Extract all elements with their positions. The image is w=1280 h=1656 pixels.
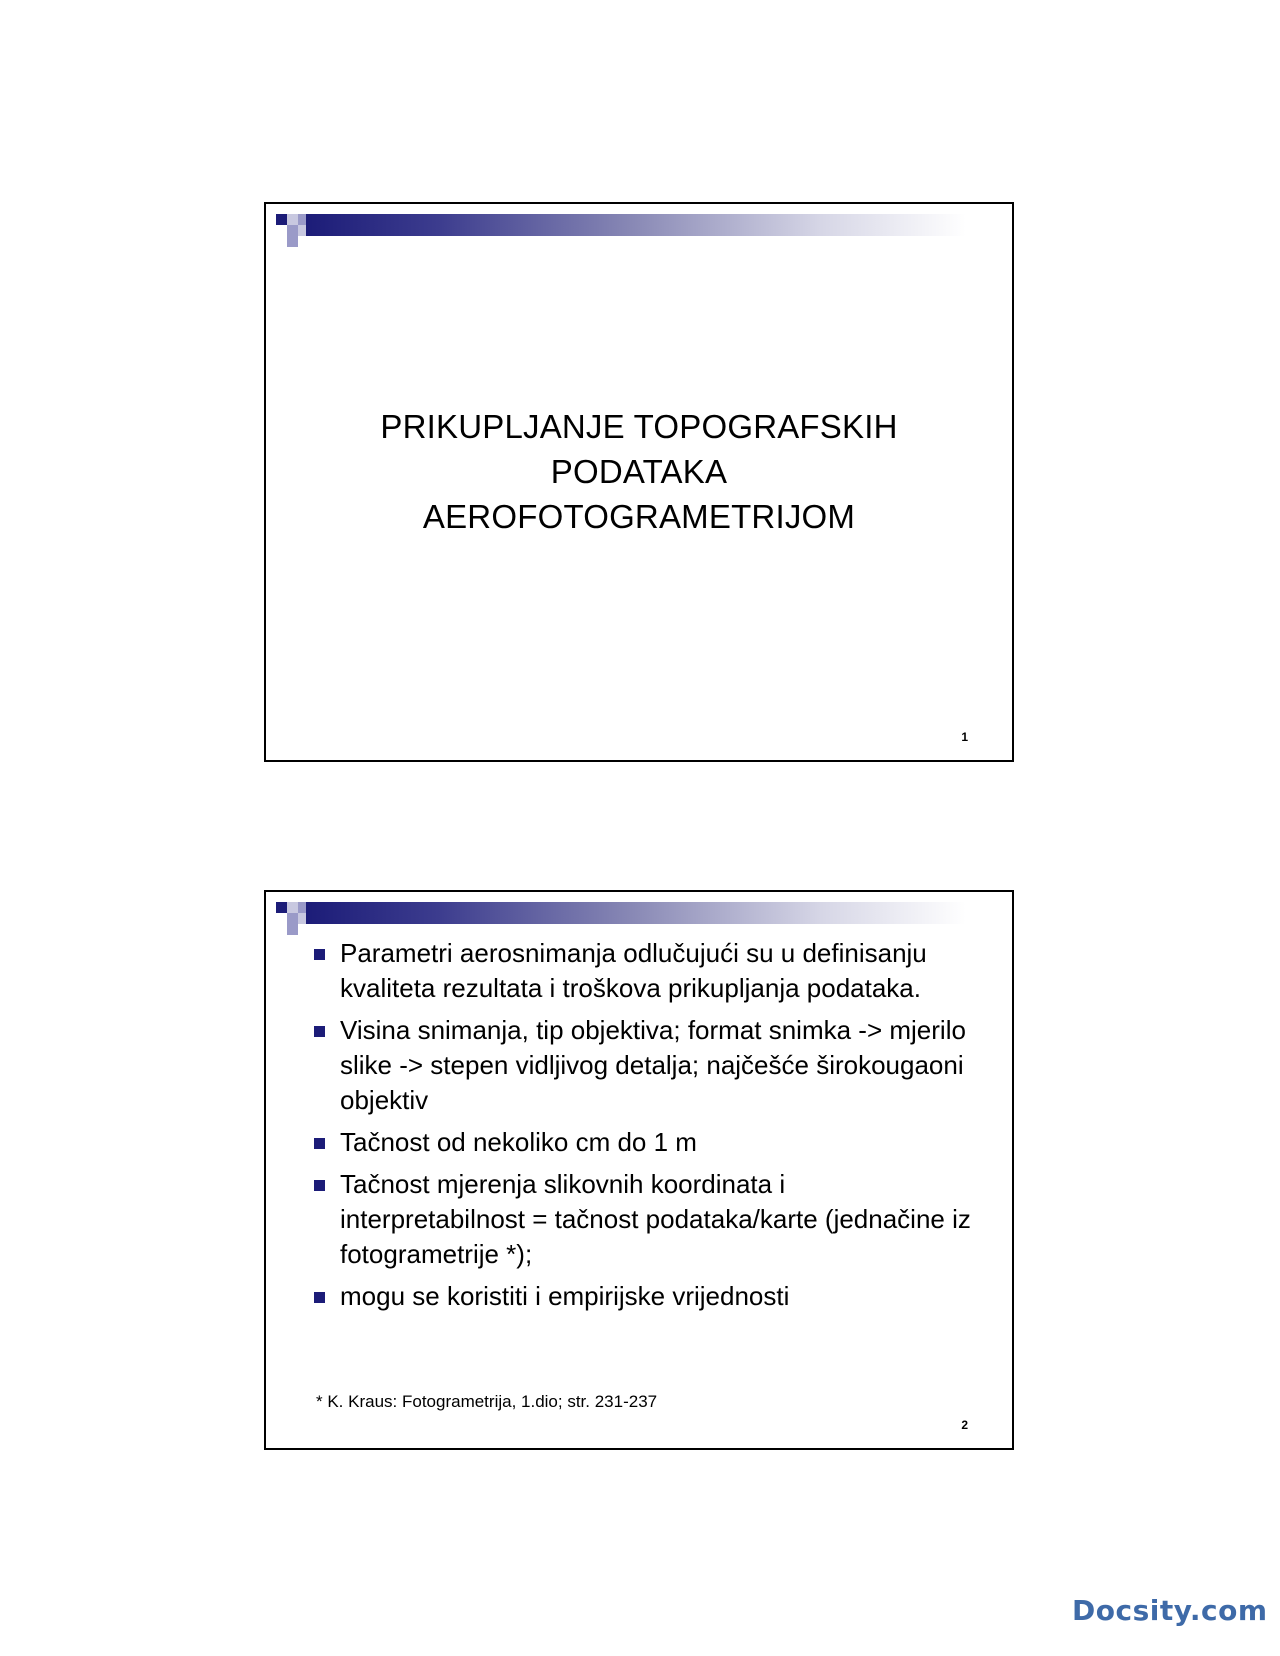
bullet-text: Tačnost od nekoliko cm do 1 m xyxy=(340,1127,697,1157)
bullet-text: Tačnost mjerenja slikovnih koordinata i interpretabilnost = tačnost podataka/karte (jednačine iz fotogrametrije *); xyxy=(340,1169,971,1269)
bullet-item xyxy=(314,1167,974,1272)
slide-header-decoration xyxy=(266,204,1016,254)
slide-number: 2 xyxy=(961,1418,968,1432)
deco-square xyxy=(287,924,298,935)
square-bullet-icon xyxy=(314,949,325,960)
bullet-item xyxy=(314,1279,974,1314)
title-line: PRIKUPLJANJE TOPOGRAFSKIH xyxy=(380,408,898,445)
header-gradient-band xyxy=(306,214,966,236)
deco-square xyxy=(276,214,287,225)
slide-2 xyxy=(264,890,1014,1450)
title-line: PODATAKA xyxy=(550,453,728,490)
header-gradient-band xyxy=(306,902,966,924)
deco-square xyxy=(287,225,298,236)
docsity-watermark[interactable]: Docsity.com xyxy=(1072,1594,1268,1627)
deco-square xyxy=(287,236,298,247)
bullet-list xyxy=(314,936,974,1321)
bullet-text: mogu se koristiti i empirijske vrijednosti xyxy=(340,1281,790,1311)
deco-square xyxy=(276,902,287,913)
deco-square xyxy=(287,902,298,913)
slide-1 xyxy=(264,202,1014,762)
square-bullet-icon xyxy=(314,1026,325,1037)
slide-header-decoration xyxy=(266,892,1016,942)
bullet-item xyxy=(314,1125,974,1160)
title-line: AEROFOTOGRAMETRIJOM xyxy=(422,498,856,535)
bullet-text: Parametri aerosnimanja odlučujući su u definisanju kvaliteta rezultata i troškova prikupljanja podataka. xyxy=(340,938,927,1003)
square-bullet-icon xyxy=(314,1180,325,1191)
footnote: * K. Kraus: Fotogrametrija, 1.dio; str. 231-237 xyxy=(316,1392,658,1411)
square-bullet-icon xyxy=(314,1138,325,1149)
square-bullet-icon xyxy=(314,1292,325,1303)
deco-square xyxy=(287,913,298,924)
slide-title xyxy=(266,404,1012,539)
bullet-text: Visina snimanja, tip objektiva; format snimka -> mjerilo slike -> stepen vidljivog detalja; najčešće širokougaoni objektiv xyxy=(340,1015,966,1115)
bullet-item xyxy=(314,1013,974,1118)
bullet-item xyxy=(314,936,974,1006)
deco-square xyxy=(287,214,298,225)
slide-number: 1 xyxy=(961,730,968,744)
